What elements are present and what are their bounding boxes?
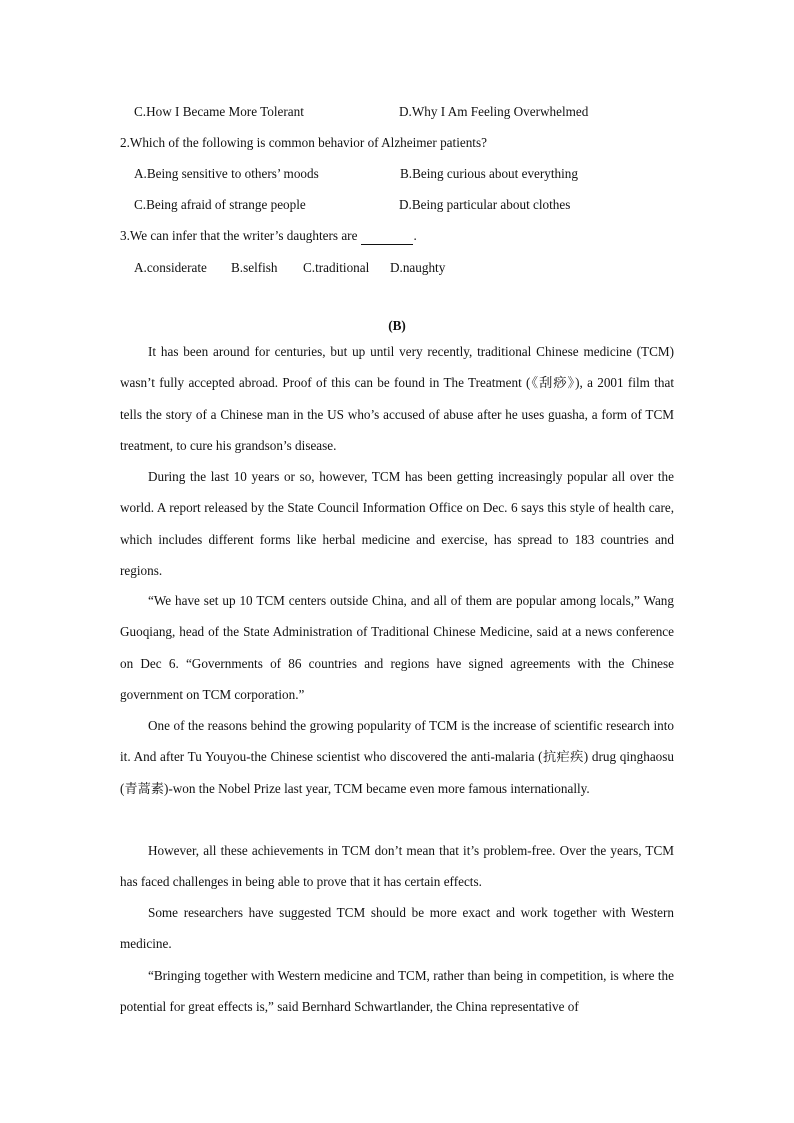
paragraph-2: During the last 10 years or so, however, TCM has been getting increasingly popular all over the world. A report released by the State Council Information Office on Dec. 6 says this style of health care, which includes different forms like herbal medicine and exercise, has spread to 183 countries and regions. [120,469,674,578]
q3-answer-blank [361,228,417,245]
paragraph-3: “We have set up 10 TCM centers outside China, and all of them are popular among locals,” Wang Guoqiang, head of the State Administration of Traditional Chinese Medicine, said at a news conference on Dec 6. “Governments of 86 countries and regions have signed agreements with the Chinese government on TCM corporation.” [120,593,674,702]
q3-option-c: C.traditional [303,260,370,275]
q2-option-d: D.Being particular about clothes [399,197,571,212]
q2-option-a: A.Being sensitive to others’ moods [134,166,319,181]
q2-option-b: B.Being curious about everything [400,166,578,181]
paragraph-6: Some researchers have suggested TCM should be more exact and work together with Western medicine. [120,905,674,952]
paragraph-5: However, all these achievements in TCM don’t mean that it’s problem-free. Over the years, TCM has faced challenges in being able to prove that it has certain effects. [120,843,674,890]
section-title: (B) [388,318,406,333]
q3-stem-end: . [413,228,417,243]
q3-option-b: B.selfish [231,260,278,275]
q3-option-d: D.naughty [390,260,446,275]
q2-stem: 2.Which of the following is common behavior of Alzheimer patients? [120,135,487,150]
q2-option-c: C.Being afraid of strange people [134,197,306,212]
q3-stem [120,228,417,245]
q1-option-c: C.How I Became More Tolerant [134,104,304,119]
paragraph-7: “Bringing together with Western medicine and TCM, rather than being in competition, is where the potential for great effects is,” said Bernhard Schwartlander, the China representative of [120,968,674,1015]
q1-option-d: D.Why I Am Feeling Overwhelmed [399,104,589,119]
paragraph-4: One of the reasons behind the growing popularity of TCM is the increase of scientific research into it. And after Tu Youyou-the Chinese scientist who discovered the anti-malaria (抗疟疾) drug qinghaosu (青蒿素)-won the Nobel Prize last year, TCM became even more famous internationally. [120,718,674,796]
q3-option-a: A.considerate [134,260,207,275]
paragraph-1: It has been around for centuries, but up until very recently, traditional Chinese medicine (TCM) wasn’t fully accepted abroad. Proof of this can be found in The Treatment (《刮痧》), a 2001 film that tells the story of a Chinese man in the US who’s accused of abuse after he uses guasha, a form of TCM treatment, to cure his grandson’s disease. [120,344,674,453]
q3-stem-text: 3.We can infer that the writer’s daughters are [120,228,361,243]
